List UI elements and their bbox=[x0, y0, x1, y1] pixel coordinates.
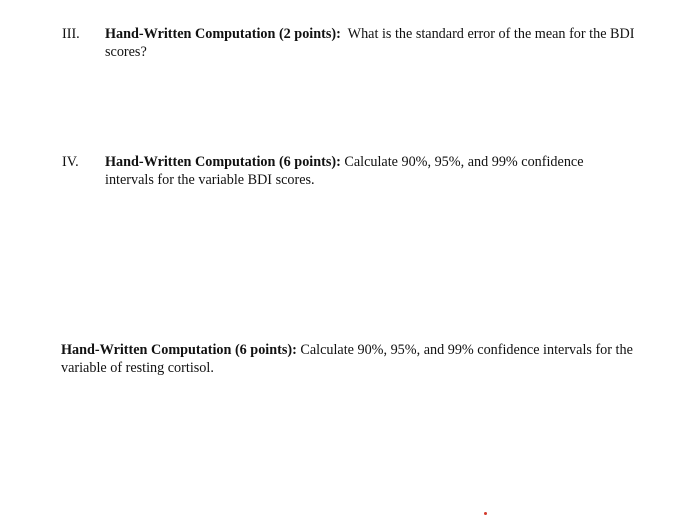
question-heading: Hand-Written Computation (6 points): bbox=[61, 342, 297, 358]
question-body: Calculate 90%, 95%, and 99% confidence intervals for the variable of resting cortisol. bbox=[61, 342, 633, 376]
question-text bbox=[61, 341, 661, 377]
question-heading: Hand-Written Computation (2 points): bbox=[105, 26, 341, 42]
question-heading: Hand-Written Computation (6 points): bbox=[105, 154, 341, 170]
question-numeral: III. bbox=[62, 26, 80, 42]
question-numeral: IV. bbox=[62, 154, 79, 170]
question-body: What is the standard error of the mean for the BDI scores? bbox=[105, 26, 635, 60]
stray-mark bbox=[484, 512, 487, 515]
question-text bbox=[105, 153, 625, 189]
question-body: Calculate 90%, 95%, and 99% confidence intervals for the variable BDI scores. bbox=[105, 154, 584, 188]
question-text bbox=[105, 25, 645, 61]
